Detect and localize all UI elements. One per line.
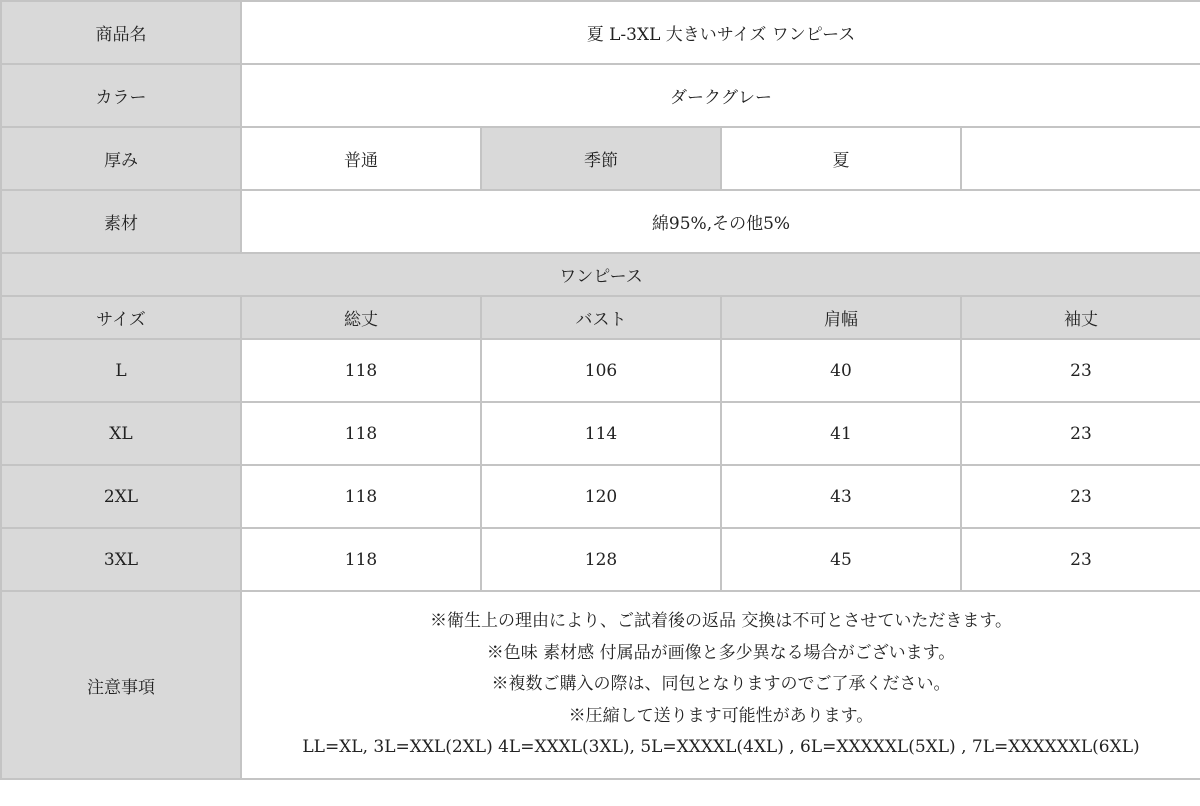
length-cell: 118 xyxy=(241,465,481,528)
bust-header: バスト xyxy=(481,296,721,339)
thickness-label: 厚み xyxy=(1,127,241,190)
note-line: ※複数ご購入の際は、同包となりますのでご了承ください。 xyxy=(491,674,951,695)
material-value: 綿95%,その他5% xyxy=(241,190,1200,253)
size-cell: L xyxy=(1,339,241,402)
table-row xyxy=(1,402,1200,465)
size-conversion-note: LL=XL, 3L=XXL(2XL) 4L=XXXL(3XL), 5L=XXXXL(4XL) , 6L=XXXXXL(5XL) , 7L=XXXXXXL(6XL) xyxy=(302,737,1140,758)
length-cell: 118 xyxy=(241,402,481,465)
sleeve-cell: 23 xyxy=(961,528,1200,591)
sleeve-cell: 23 xyxy=(961,465,1200,528)
color-value: ダークグレー xyxy=(241,64,1200,127)
notes-label: 注意事項 xyxy=(1,591,241,779)
season-value: 夏 xyxy=(721,127,961,190)
sleeve-header: 袖丈 xyxy=(961,296,1200,339)
color-label: カラー xyxy=(1,64,241,127)
product-name-label: 商品名 xyxy=(1,1,241,64)
note-line: ※衛生上の理由により、ご試着後の返品 交換は不可とさせていただきます。 xyxy=(429,611,1013,632)
shoulder-cell: 45 xyxy=(721,528,961,591)
size-section-title: ワンピース xyxy=(1,253,1200,296)
length-cell: 118 xyxy=(241,339,481,402)
bust-cell: 120 xyxy=(481,465,721,528)
size-cell: 2XL xyxy=(1,465,241,528)
size-cell: XL xyxy=(1,402,241,465)
shoulder-cell: 43 xyxy=(721,465,961,528)
note-line: ※圧縮して送ります可能性があります。 xyxy=(568,705,874,726)
size-header-row xyxy=(1,296,1200,339)
note-line: ※色味 素材感 付属品が画像と多少異なる場合がございます。 xyxy=(486,642,956,663)
thickness-value: 普通 xyxy=(241,127,481,190)
notes-row xyxy=(1,591,1200,779)
length-cell: 118 xyxy=(241,528,481,591)
table-row xyxy=(1,528,1200,591)
product-name-value: 夏 L-3XL 大きいサイズ ワンピース xyxy=(241,1,1200,64)
shoulder-header: 肩幅 xyxy=(721,296,961,339)
empty-cell xyxy=(961,127,1200,190)
bust-cell: 128 xyxy=(481,528,721,591)
bust-cell: 114 xyxy=(481,402,721,465)
season-label: 季節 xyxy=(481,127,721,190)
table-row xyxy=(1,465,1200,528)
length-header: 総丈 xyxy=(241,296,481,339)
sleeve-cell: 23 xyxy=(961,339,1200,402)
sleeve-cell: 23 xyxy=(961,402,1200,465)
notes-content xyxy=(241,591,1200,779)
thickness-season-row xyxy=(1,127,1200,190)
material-row xyxy=(1,190,1200,253)
table-row xyxy=(1,339,1200,402)
material-label: 素材 xyxy=(1,190,241,253)
bust-cell: 106 xyxy=(481,339,721,402)
size-section-title-row xyxy=(1,253,1200,296)
color-row xyxy=(1,64,1200,127)
shoulder-cell: 41 xyxy=(721,402,961,465)
size-header: サイズ xyxy=(1,296,241,339)
size-cell: 3XL xyxy=(1,528,241,591)
shoulder-cell: 40 xyxy=(721,339,961,402)
product-name-row xyxy=(1,1,1200,64)
